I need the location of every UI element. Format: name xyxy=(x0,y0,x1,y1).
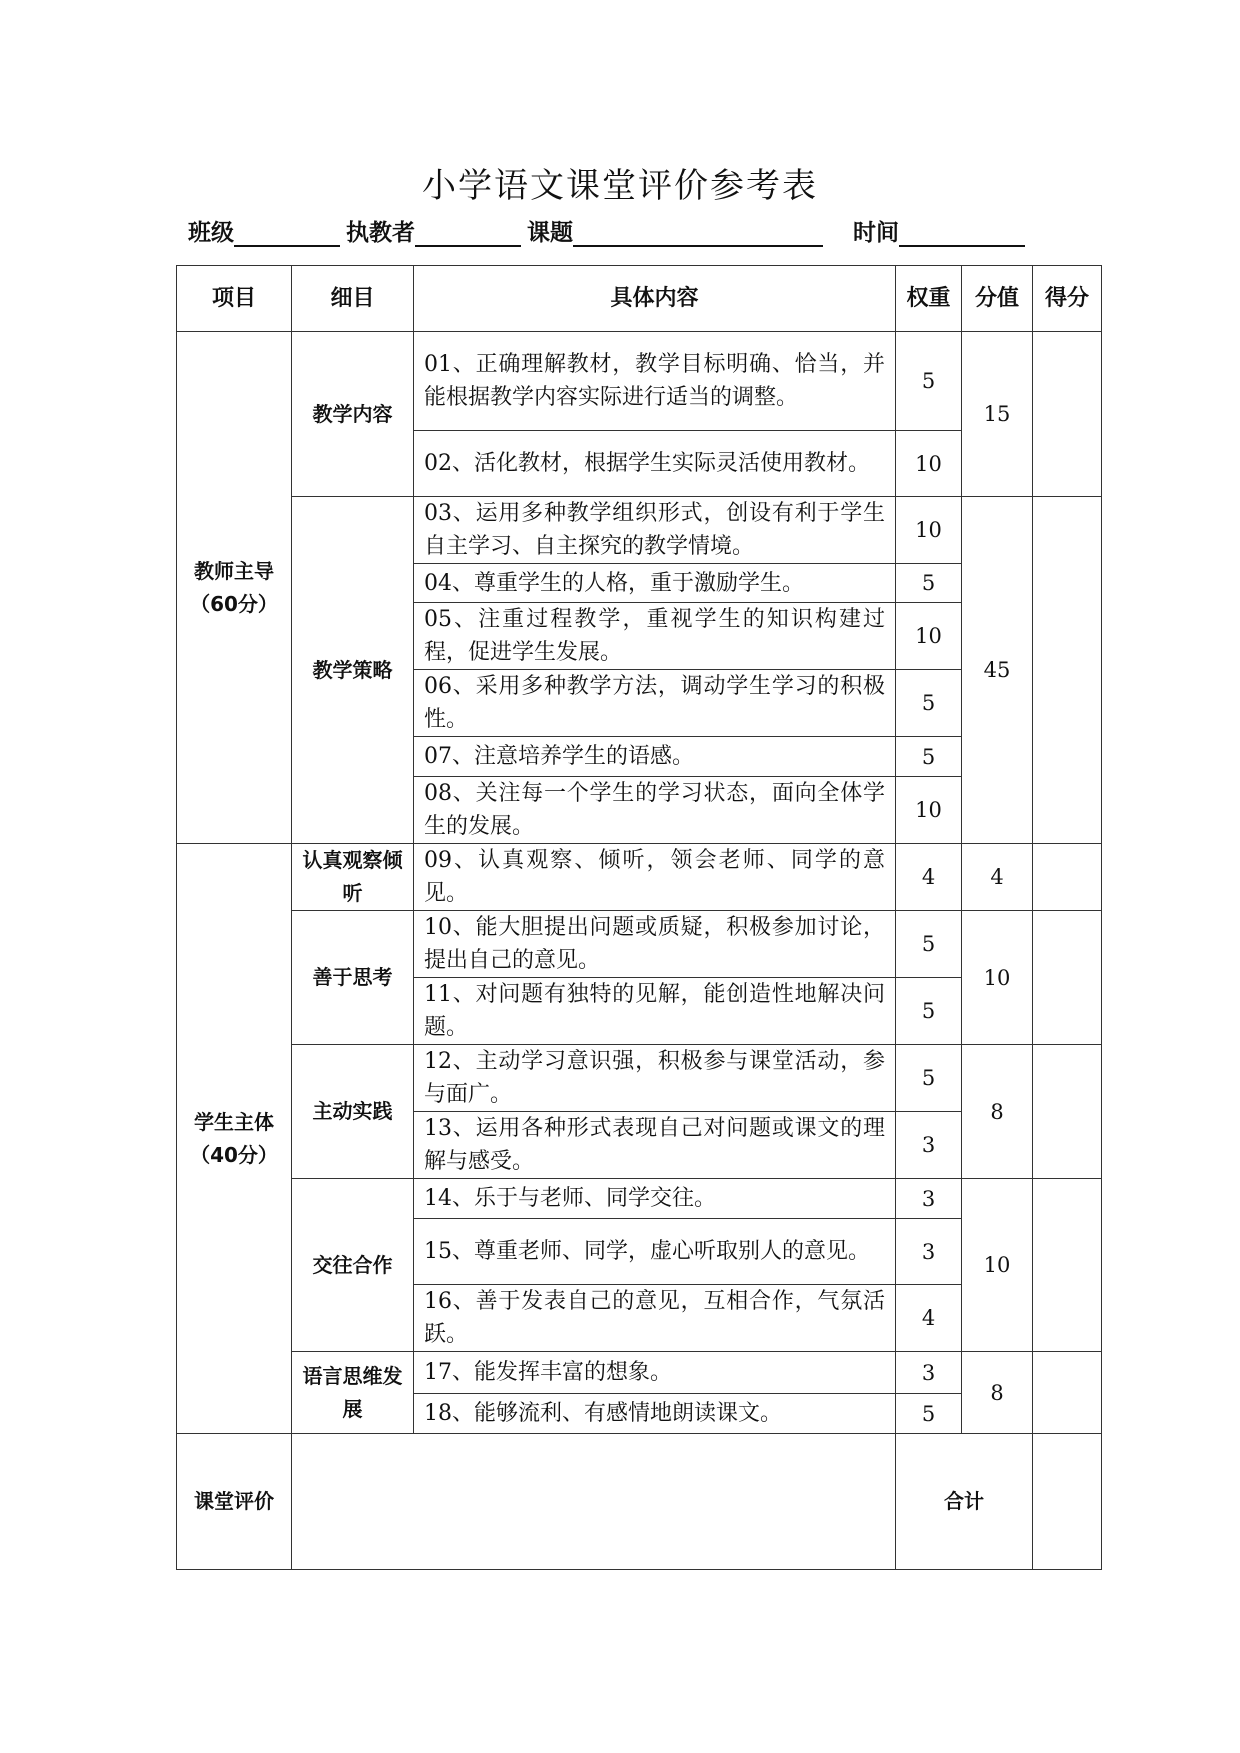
criterion-17: 17、能发挥丰富的想象。 xyxy=(414,1352,896,1394)
criterion-15: 15、尊重老师、同学，虚心听取别人的意见。 xyxy=(414,1219,896,1285)
score-value-thinking: 10 xyxy=(962,911,1033,1045)
table-row xyxy=(177,332,1102,431)
weight-13: 3 xyxy=(896,1112,962,1179)
header-row xyxy=(177,266,1102,332)
score-value-teaching-content: 15 xyxy=(962,332,1033,497)
criterion-12: 12、主动学习意识强，积极参与课堂活动，参与面广。 xyxy=(414,1045,896,1112)
page-title: 小学语文课堂评价参考表 xyxy=(422,166,818,206)
criterion-10: 10、能大胆提出问题或质疑，积极参加讨论，提出自己的意见。 xyxy=(414,911,896,978)
criterion-13: 13、运用各种形式表现自己对问题或课文的理解与感受。 xyxy=(414,1112,896,1179)
total-label: 合计 xyxy=(896,1434,1033,1570)
teacher-field[interactable] xyxy=(415,217,521,247)
criterion-16: 16、善于发表自己的意见，互相合作，气氛活跃。 xyxy=(414,1285,896,1352)
score-input-language-thinking[interactable] xyxy=(1033,1352,1102,1434)
weight-17: 3 xyxy=(896,1352,962,1394)
class-label: 班级 xyxy=(188,220,234,246)
score-value-language-thinking: 8 xyxy=(962,1352,1033,1434)
criterion-14: 14、乐于与老师、同学交往。 xyxy=(414,1179,896,1219)
criterion-03: 03、运用多种教学组织形式，创设有利于学生自主学习、自主探究的教学情境。 xyxy=(414,497,896,564)
topic-label: 课题 xyxy=(527,220,573,246)
weight-12: 5 xyxy=(896,1045,962,1112)
criterion-04: 04、尊重学生的人格，重于激励学生。 xyxy=(414,564,896,603)
weight-08: 10 xyxy=(896,777,962,844)
header-detail: 细目 xyxy=(292,266,414,332)
header-content: 具体内容 xyxy=(414,266,896,332)
classroom-evaluation-label: 课堂评价 xyxy=(177,1434,292,1570)
teacher-label: 执教者 xyxy=(346,220,415,246)
weight-06: 5 xyxy=(896,670,962,737)
group-active-practice: 主动实践 xyxy=(292,1045,414,1179)
weight-03: 10 xyxy=(896,497,962,564)
group-cooperation: 交往合作 xyxy=(292,1179,414,1352)
table-row xyxy=(177,1045,1102,1112)
class-field[interactable] xyxy=(234,217,340,247)
table-row xyxy=(177,1352,1102,1394)
score-input-observe-listen[interactable] xyxy=(1033,844,1102,911)
group-observe-listen: 认真观察倾 听 xyxy=(292,844,414,911)
weight-16: 4 xyxy=(896,1285,962,1352)
table-row xyxy=(177,1179,1102,1219)
criterion-11: 11、对问题有独特的见解，能创造性地解决问题。 xyxy=(414,978,896,1045)
weight-07: 5 xyxy=(896,737,962,777)
total-score-field[interactable] xyxy=(1033,1434,1102,1570)
score-input-active-practice[interactable] xyxy=(1033,1045,1102,1179)
header-weight: 权重 xyxy=(896,266,962,332)
score-value-active-practice: 8 xyxy=(962,1045,1033,1179)
table-row xyxy=(177,911,1102,978)
weight-02: 10 xyxy=(896,431,962,497)
header-score: 得分 xyxy=(1033,266,1102,332)
header-item: 项目 xyxy=(177,266,292,332)
group-teaching-strategy: 教学策略 xyxy=(292,497,414,844)
group-teaching-content: 教学内容 xyxy=(292,332,414,497)
table-row xyxy=(177,497,1102,564)
weight-04: 5 xyxy=(896,564,962,603)
section-teacher-led: 教师主导（60分） xyxy=(177,332,292,844)
classroom-evaluation-field[interactable] xyxy=(292,1434,896,1570)
group-language-thinking: 语言思维发 展 xyxy=(292,1352,414,1434)
score-input-teaching-strategy[interactable] xyxy=(1033,497,1102,844)
score-input-cooperation[interactable] xyxy=(1033,1179,1102,1352)
weight-18: 5 xyxy=(896,1394,962,1434)
criterion-06: 06、采用多种教学方法，调动学生学习的积极性。 xyxy=(414,670,896,737)
criterion-09: 09、认真观察、倾听，领会老师、同学的意见。 xyxy=(414,844,896,911)
score-input-teaching-content[interactable] xyxy=(1033,332,1102,497)
score-value-teaching-strategy: 45 xyxy=(962,497,1033,844)
time-label: 时间 xyxy=(853,220,899,246)
criterion-01: 01、正确理解教材，教学目标明确、恰当，并能根据教学内容实际进行适当的调整。 xyxy=(414,332,896,431)
criterion-05: 05、注重过程教学，重视学生的知识构建过程，促进学生发展。 xyxy=(414,603,896,670)
weight-05: 10 xyxy=(896,603,962,670)
form-meta-line xyxy=(188,214,1031,254)
evaluation-table xyxy=(176,265,1102,1570)
criterion-08: 08、关注每一个学生的学习状态，面向全体学生的发展。 xyxy=(414,777,896,844)
topic-field[interactable] xyxy=(573,217,823,247)
score-value-observe-listen: 4 xyxy=(962,844,1033,911)
weight-01: 5 xyxy=(896,332,962,431)
score-input-thinking[interactable] xyxy=(1033,911,1102,1045)
weight-09: 4 xyxy=(896,844,962,911)
weight-15: 3 xyxy=(896,1219,962,1285)
criterion-02: 02、活化教材，根据学生实际灵活使用教材。 xyxy=(414,431,896,497)
weight-11: 5 xyxy=(896,978,962,1045)
criterion-07: 07、注意培养学生的语感。 xyxy=(414,737,896,777)
score-value-cooperation: 10 xyxy=(962,1179,1033,1352)
time-field[interactable] xyxy=(899,217,1025,247)
criterion-18: 18、能够流利、有感情地朗读课文。 xyxy=(414,1394,896,1434)
group-thinking: 善于思考 xyxy=(292,911,414,1045)
table-row xyxy=(177,844,1102,911)
header-score-value: 分值 xyxy=(962,266,1033,332)
footer-row xyxy=(177,1434,1102,1570)
weight-14: 3 xyxy=(896,1179,962,1219)
weight-10: 5 xyxy=(896,911,962,978)
section-student-centered: 学生主体（40分） xyxy=(177,844,292,1434)
